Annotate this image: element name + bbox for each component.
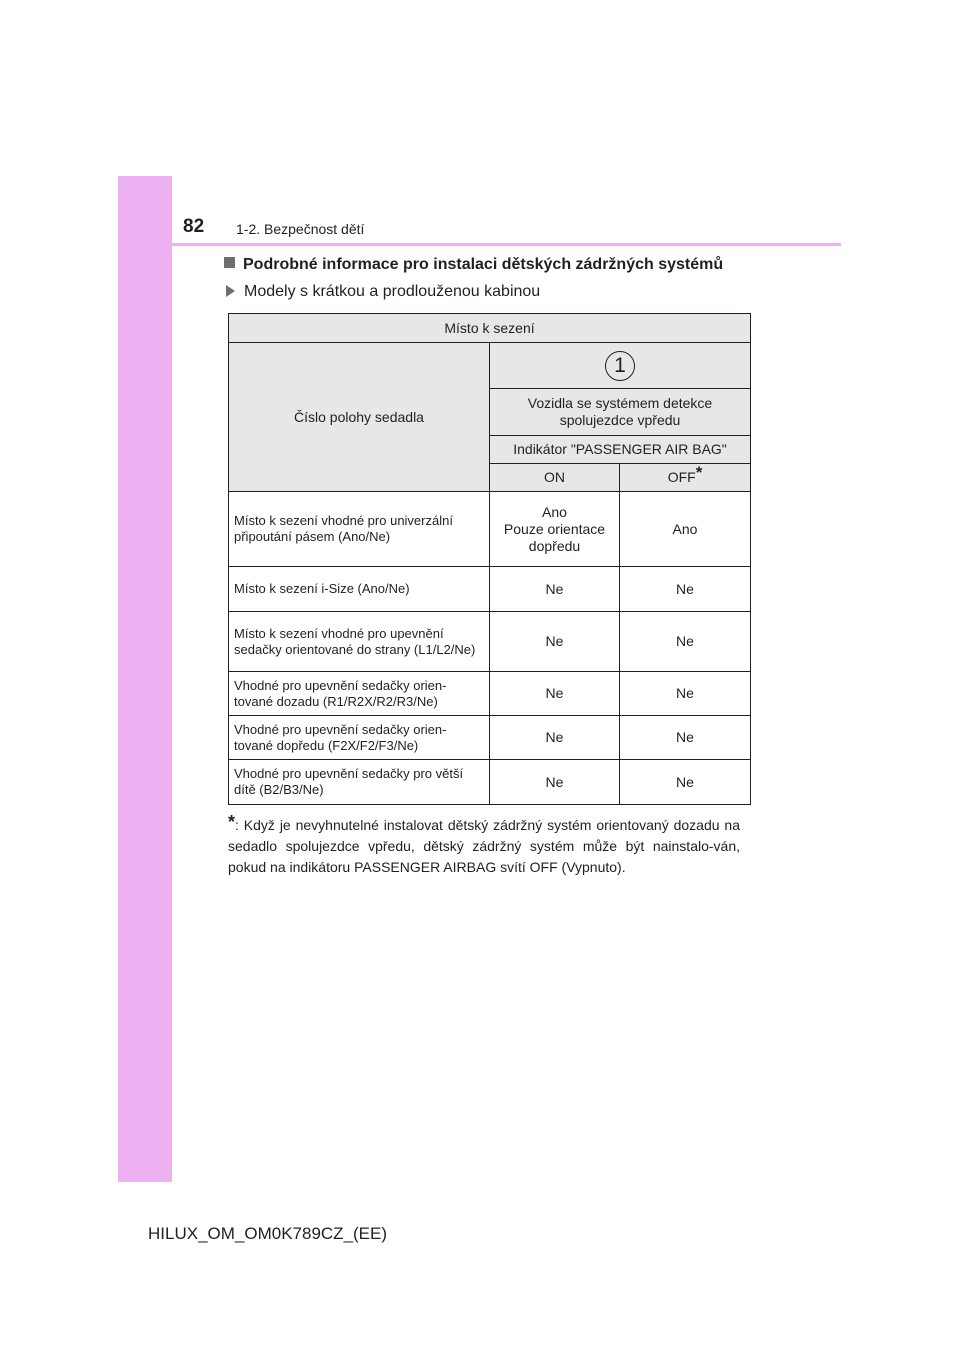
table-row (229, 492, 751, 567)
table-row (229, 612, 751, 672)
chapter-title: 1-2. Bezpečnost dětí (236, 221, 365, 237)
header-rule (118, 243, 841, 246)
row-off-value: Ne (620, 716, 751, 760)
row-label: Místo k sezení vhodné pro univerzální připoutání pásem (Ano/Ne) (229, 492, 490, 567)
column-off (620, 464, 751, 492)
row-on-value: Ne (490, 716, 620, 760)
vehicle-type: Vozidla se systémem detekce spolujezdce vpředu (490, 389, 751, 436)
position-label: Číslo polohy sedadla (229, 343, 490, 492)
row-off-value: Ne (620, 612, 751, 672)
table-row (229, 716, 751, 760)
sub-heading-text: Modely s krátkou a prodlouženou kabinou (244, 283, 541, 300)
position-number-cell (490, 343, 751, 389)
asterisk-mark: * (695, 463, 703, 482)
row-on-line1: Ano (542, 503, 567, 520)
row-on-line2: Pouze orientace dopředu (503, 520, 606, 554)
row-label: Vhodné pro upevnění sedačky pro větší dítě (B2/B3/Ne) (229, 760, 490, 805)
seating-table (228, 313, 751, 805)
row-off-value: Ano (620, 492, 751, 567)
row-on-value: Ne (490, 612, 620, 672)
row-label: Místo k sezení i-Size (Ano/Ne) (229, 567, 490, 612)
row-label: Vhodné pro upevnění sedačky orien-tované dopředu (F2X/F2/F3/Ne) (229, 716, 490, 760)
column-off-text: OFF (667, 469, 696, 485)
row-on-value (490, 492, 620, 567)
section-heading-text: Podrobné informace pro instalaci dětských zádržných systémů (243, 256, 724, 273)
row-off-value: Ne (620, 672, 751, 716)
row-label: Vhodné pro upevnění sedačky orien-tované dozadu (R1/R2X/R2/R3/Ne) (229, 672, 490, 716)
row-on-value: Ne (490, 760, 620, 805)
row-off-value: Ne (620, 567, 751, 612)
footnote (228, 812, 740, 878)
sub-heading (226, 283, 540, 301)
section-heading (224, 256, 723, 274)
page-number: 82 (183, 216, 205, 237)
table-row (229, 567, 751, 612)
row-off-value: Ne (620, 760, 751, 805)
square-bullet-icon (224, 257, 235, 268)
triangle-bullet-icon (226, 285, 235, 297)
footnote-mark: * (228, 812, 236, 832)
row-on-value: Ne (490, 567, 620, 612)
margin-tab (118, 176, 172, 1182)
table-row (229, 672, 751, 716)
table-row (229, 760, 751, 805)
row-on-value: Ne (490, 672, 620, 716)
document-code: HILUX_OM_OM0K789CZ_(EE) (148, 1224, 388, 1243)
column-on: ON (490, 464, 620, 492)
indicator-label: Indikátor "PASSENGER AIR BAG" (490, 436, 751, 464)
row-label: Místo k sezení vhodné pro upevnění sedačky orientované do strany (L1/L2/Ne) (229, 612, 490, 672)
position-number: 1 (605, 351, 635, 381)
footnote-text: : Když je nevyhnutelné instalovat dětský zádržný systém orientovaný dozadu na sedadlo spolujezdce vpředu, dětský zádržný systém může být nainstalo-ván, pokud na indikátoru PASSENGER AIRBAG svítí OFF (Vypnuto). (228, 817, 740, 875)
table-title: Místo k sezení (229, 314, 751, 343)
